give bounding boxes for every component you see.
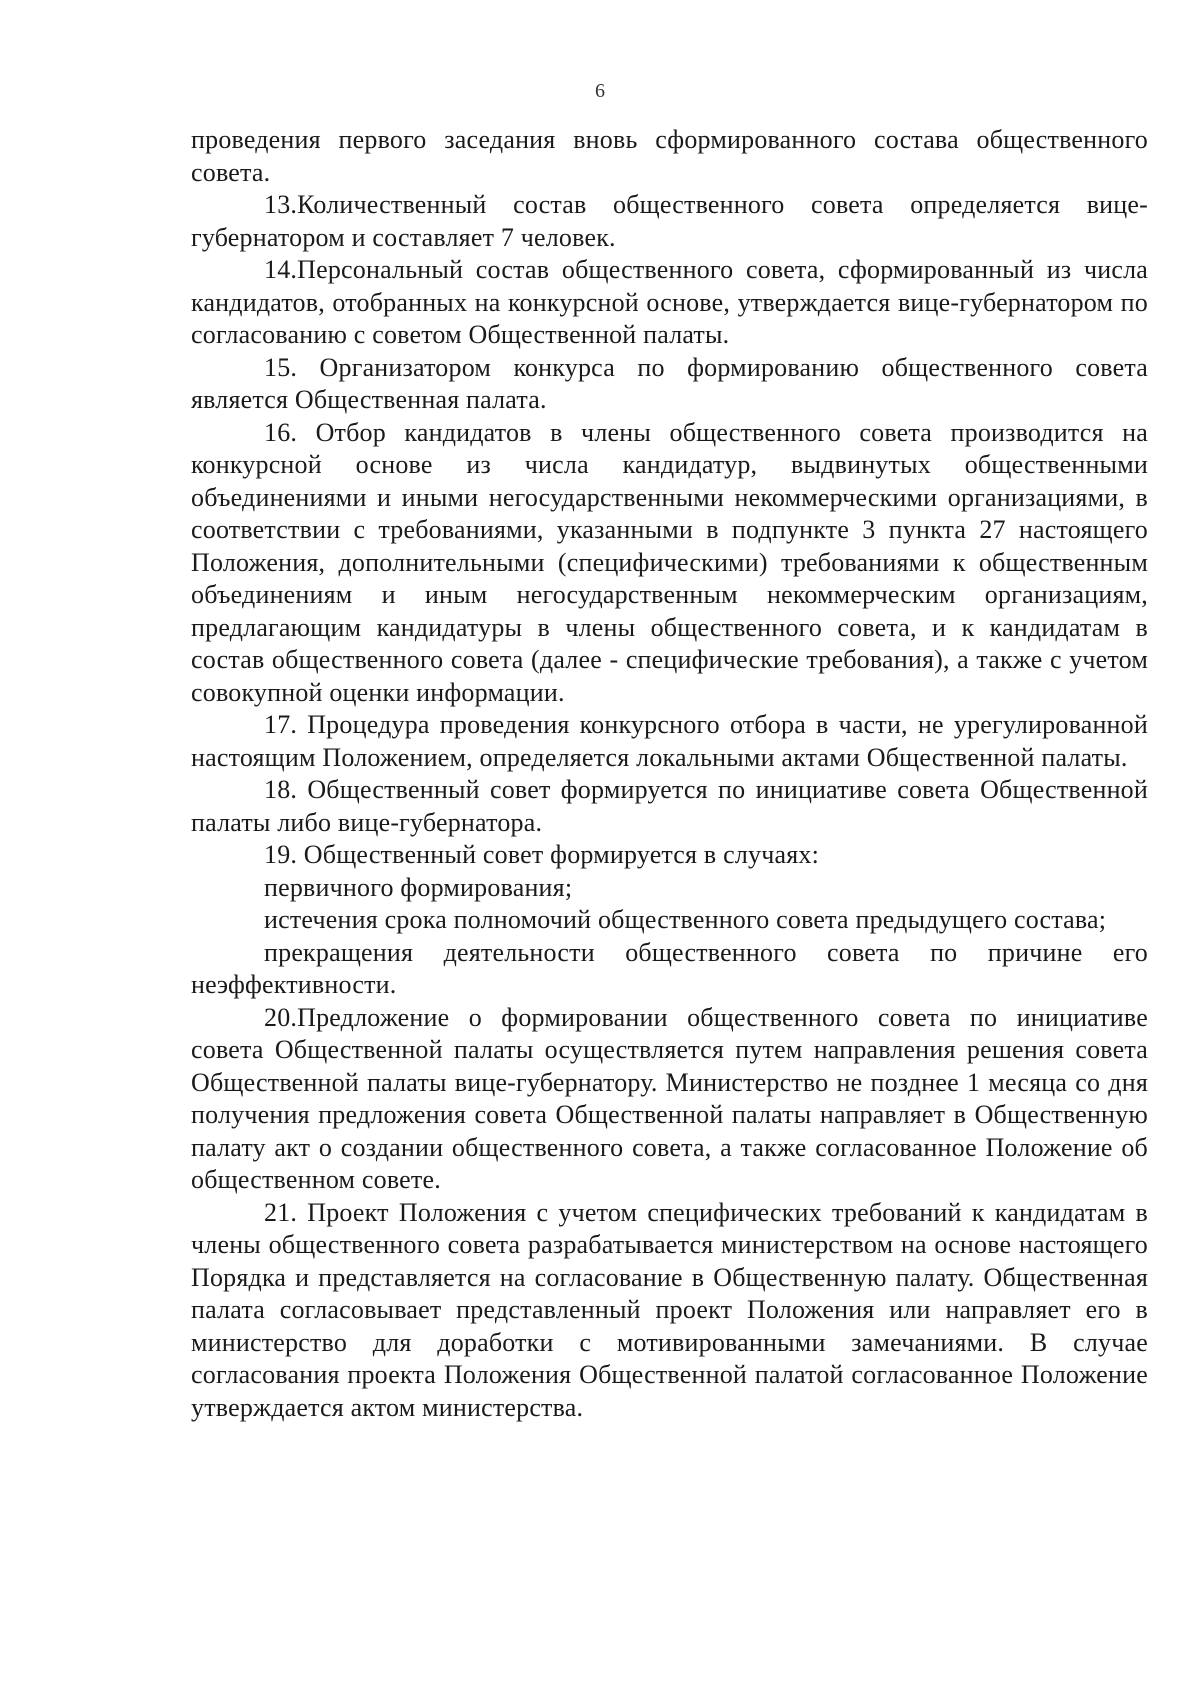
paragraph-16: 16. Отбор кандидатов в члены общественного совета производится на конкурсной основе из числа кандидатур, выдвинутых общественными объединениями и иными негосударственными некоммерческими организациями, в соответствии с требованиями, указанными в подпункте 3 пункта 27 настоящего Положения, дополнительными (специфическими) требованиями к общественным объединениям и иным негосударственным некоммерческим организациям, предлагающим кандидатуры в члены общественного совета, и к кандидатам в состав общественного совета (далее - специфические требования), а также с учетом совокупной оценки информации. [191,417,1148,707]
page-number: 6 [595,80,605,102]
paragraph-21: 21. Проект Положения с учетом специфических требований к кандидатам в члены общественного совета разрабатывается министерством на основе настоящего Порядка и представляется на согласование в Общественную палату. Общественная палата согласовывает представленный проект Положения или направляет его в министерство для доработки с мотивированными замечаниями. В случае согласования проекта Положения Общественной палатой согласованное Положение утверждается актом министерства. [191,1197,1148,1422]
paragraph-14: 14.Персональный состав общественного совета, сформированный из числа кандидатов, отобранных на конкурсной основе, утверждается вице-губернатором по согласованию с советом Общественной палаты. [191,255,1148,349]
document-body [191,124,1148,1424]
paragraph-19-case-1: первичного формирования; [264,872,573,902]
paragraph-19-case-2: истечения срока полномочий общественного совета предыдущего состава; [264,905,1107,934]
paragraph-continuation: проведения первого заседания вновь сформированного состава общественного совета. [191,125,1148,187]
paragraph-15: 15. Организатором конкурса по формированию общественного совета является Общественная палата. [191,352,1148,414]
paragraph-20: 20.Предложение о формировании общественного совета по инициативе совета Общественной палаты осуществляется путем направления решения совета Общественной палаты вице-губернатору. Министерство не позднее 1 месяца со дня получения предложения совета Общественной палаты направляет в Общественную палату акт о создании общественного совета, а также согласованное Положение об общественном совете. [191,1002,1148,1194]
paragraph-18: 18. Общественный совет формируется по инициативе совета Общественной палаты либо вице-губернатора. [191,775,1148,837]
paragraph-13: 13.Количественный состав общественного совета определяется вице-губернатором и составляет 7 человек. [191,190,1148,252]
paragraph-19-case-3: прекращения деятельности общественного совета по причине его неэффективности. [191,937,1148,999]
paragraph-19: 19. Общественный совет формируется в случаях: [264,840,819,869]
paragraph-17: 17. Процедура проведения конкурсного отбора в части, не урегулированной настоящим Положением, определяется локальными актами Общественной палаты. [191,710,1148,772]
